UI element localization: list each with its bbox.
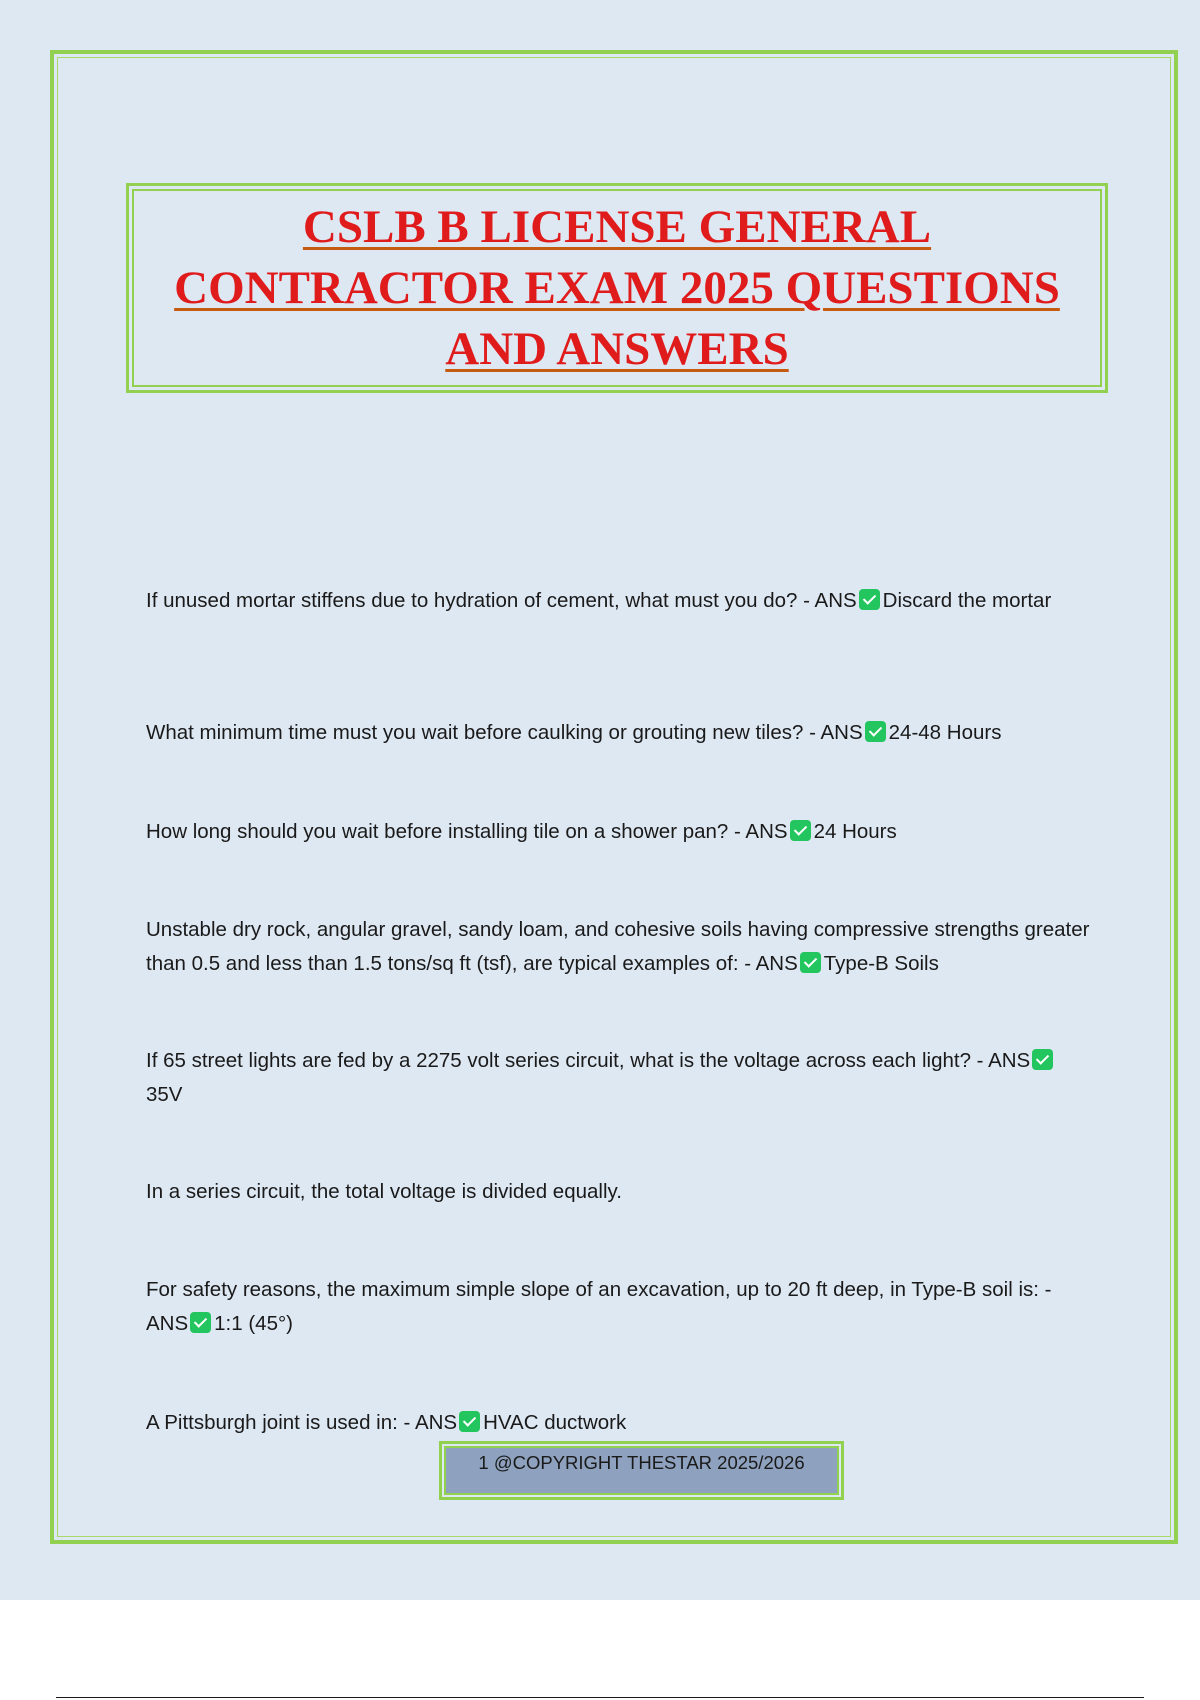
- qa-item: [146, 1406, 1091, 1440]
- answer-marker: ANS: [820, 721, 863, 744]
- title-box: [126, 183, 1108, 393]
- checkbox-checked-icon: [800, 952, 821, 973]
- page-separator-line: [56, 1697, 1144, 1698]
- qa-item: [146, 815, 1091, 849]
- checkbox-checked-icon: [190, 1312, 211, 1333]
- qa-item: [146, 1044, 1091, 1112]
- title-line-1: CSLB B LICENSE GENERAL: [302, 200, 932, 253]
- answer-text: Discard the mortar: [882, 589, 1052, 612]
- question-text: If 65 street lights are fed by a 2275 volt series circuit, what is the voltage across each light? -: [146, 1049, 989, 1072]
- title-line-2: CONTRACTOR EXAM 2025 QUESTIONS: [174, 261, 1060, 314]
- answer-text: Type-B Soils: [823, 952, 939, 975]
- checkbox-checked-icon: [790, 820, 811, 841]
- title-line-3: AND ANSWERS: [445, 322, 789, 375]
- answer-text: HVAC ductwork: [483, 1411, 627, 1434]
- qa-item: [146, 716, 1091, 750]
- answer-marker: ANS: [745, 820, 788, 843]
- answer-marker: ANS: [988, 1049, 1031, 1072]
- copyright-badge: [439, 1441, 844, 1500]
- qa-item: [146, 913, 1091, 981]
- answer-text: 1:1 (45°): [214, 1312, 294, 1335]
- question-text: If unused mortar stiffens due to hydration of cement, what must you do? -: [146, 589, 815, 612]
- answer-text: 35V: [146, 1083, 183, 1106]
- answer-marker: ANS: [755, 952, 798, 975]
- answer-marker: ANS: [146, 1312, 189, 1335]
- note-text: In a series circuit, the total voltage is divided equally.: [146, 1180, 622, 1203]
- copyright-text: 1 @COPYRIGHT THESTAR 2025/2026: [478, 1452, 805, 1473]
- checkbox-checked-icon: [865, 721, 886, 742]
- qa-item: [146, 1273, 1091, 1341]
- checkbox-checked-icon: [859, 589, 880, 610]
- answer-marker: ANS: [814, 589, 857, 612]
- answer-text: 24-48 Hours: [888, 721, 1002, 744]
- checkbox-checked-icon: [459, 1411, 480, 1432]
- question-text: How long should you wait before installing tile on a shower pan? -: [146, 820, 746, 843]
- question-text: Unstable dry rock, angular gravel, sandy loam, and cohesive soils having compressive strengths greater than 0.5 and less than 1.5 tons/sq ft (tsf), are typical examples of: -: [146, 918, 1090, 975]
- question-text: For safety reasons, the maximum simple slope of an excavation, up to 20 ft deep, in Type-B soil is: -: [146, 1278, 1052, 1301]
- checkbox-checked-icon: [1032, 1049, 1053, 1070]
- question-text: A Pittsburgh joint is used in: -: [146, 1411, 415, 1434]
- qa-item: [146, 584, 1091, 618]
- answer-marker: ANS: [414, 1411, 458, 1434]
- answer-text: 24 Hours: [813, 820, 897, 843]
- document-title: [147, 197, 1087, 380]
- question-text: What minimum time must you wait before caulking or grouting new tiles? -: [146, 721, 821, 744]
